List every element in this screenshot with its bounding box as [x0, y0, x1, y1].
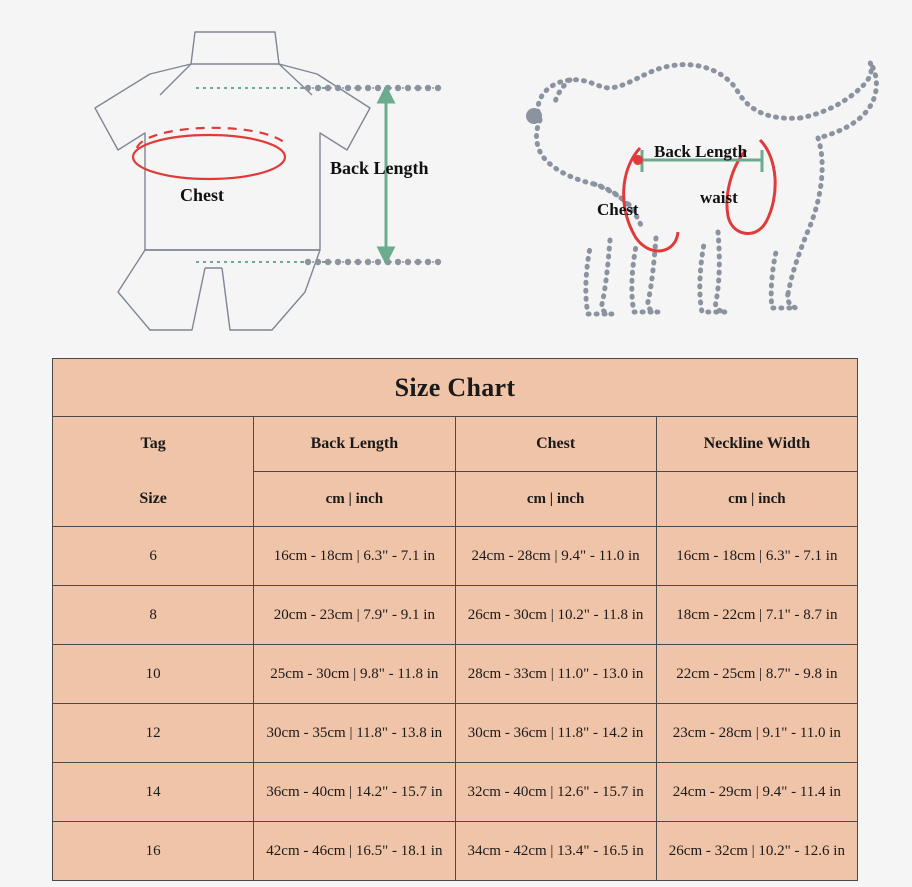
size-chart-table [52, 358, 858, 881]
cell-chest: 26cm - 30cm | 10.2" - 11.8 in [455, 586, 656, 645]
cell-chest: 32cm - 40cm | 12.6" - 15.7 in [455, 763, 656, 822]
size-chart-header-row-units [53, 472, 858, 527]
cell-neckline-width: 23cm - 28cm | 9.1" - 11.0 in [656, 704, 857, 763]
size-chart-header-row-main [53, 417, 858, 472]
garment-back-length-label: Back Length [330, 158, 429, 178]
header-chest: Chest [455, 417, 656, 472]
cell-neckline-width: 22cm - 25cm | 8.7" - 9.8 in [656, 645, 857, 704]
table-row [53, 704, 858, 763]
cell-chest: 24cm - 28cm | 9.4" - 11.0 in [455, 527, 656, 586]
cell-back-length: 36cm - 40cm | 14.2" - 15.7 in [254, 763, 455, 822]
table-row [53, 527, 858, 586]
cell-neckline-width: 16cm - 18cm | 6.3" - 7.1 in [656, 527, 857, 586]
table-row [53, 645, 858, 704]
dog-waist-label: waist [700, 188, 738, 207]
cell-chest: 34cm - 42cm | 13.4" - 16.5 in [455, 822, 656, 881]
header-tag-line1: Tag [53, 417, 254, 472]
cell-back-length: 30cm - 35cm | 11.8" - 13.8 in [254, 704, 455, 763]
table-row [53, 586, 858, 645]
header-back-length-unit: cm | inch [254, 472, 455, 527]
table-row [53, 763, 858, 822]
dog-side-view-diagram [470, 0, 912, 355]
header-back-length: Back Length [254, 417, 455, 472]
cell-back-length: 16cm - 18cm | 6.3" - 7.1 in [254, 527, 455, 586]
cell-tag: 8 [53, 586, 254, 645]
size-chart-container [52, 358, 858, 881]
size-chart-title-row [53, 359, 858, 417]
cell-back-length: 42cm - 46cm | 16.5" - 18.1 in [254, 822, 455, 881]
header-neckline-width: Neckline Width [656, 417, 857, 472]
dog-chest-label: Chest [597, 200, 639, 219]
dog-back-length-label: Back Length [654, 142, 748, 161]
cell-chest: 30cm - 36cm | 11.8" - 14.2 in [455, 704, 656, 763]
cell-tag: 16 [53, 822, 254, 881]
cell-chest: 28cm - 33cm | 11.0" - 13.0 in [455, 645, 656, 704]
cell-tag: 12 [53, 704, 254, 763]
cell-tag: 10 [53, 645, 254, 704]
cell-tag: 14 [53, 763, 254, 822]
cell-neckline-width: 18cm - 22cm | 7.1" - 8.7 in [656, 586, 857, 645]
garment-chest-label: Chest [180, 185, 224, 205]
cell-back-length: 25cm - 30cm | 9.8" - 11.8 in [254, 645, 455, 704]
size-chart-title: Size Chart [53, 359, 858, 417]
header-tag-line2: Size [53, 472, 254, 527]
header-neckline-width-unit: cm | inch [656, 472, 857, 527]
table-row [53, 822, 858, 881]
cell-tag: 6 [53, 527, 254, 586]
illustration-area [0, 0, 912, 355]
cell-neckline-width: 24cm - 29cm | 9.4" - 11.4 in [656, 763, 857, 822]
cell-neckline-width: 26cm - 32cm | 10.2" - 12.6 in [656, 822, 857, 881]
header-chest-unit: cm | inch [455, 472, 656, 527]
cell-back-length: 20cm - 23cm | 7.9" - 9.1 in [254, 586, 455, 645]
